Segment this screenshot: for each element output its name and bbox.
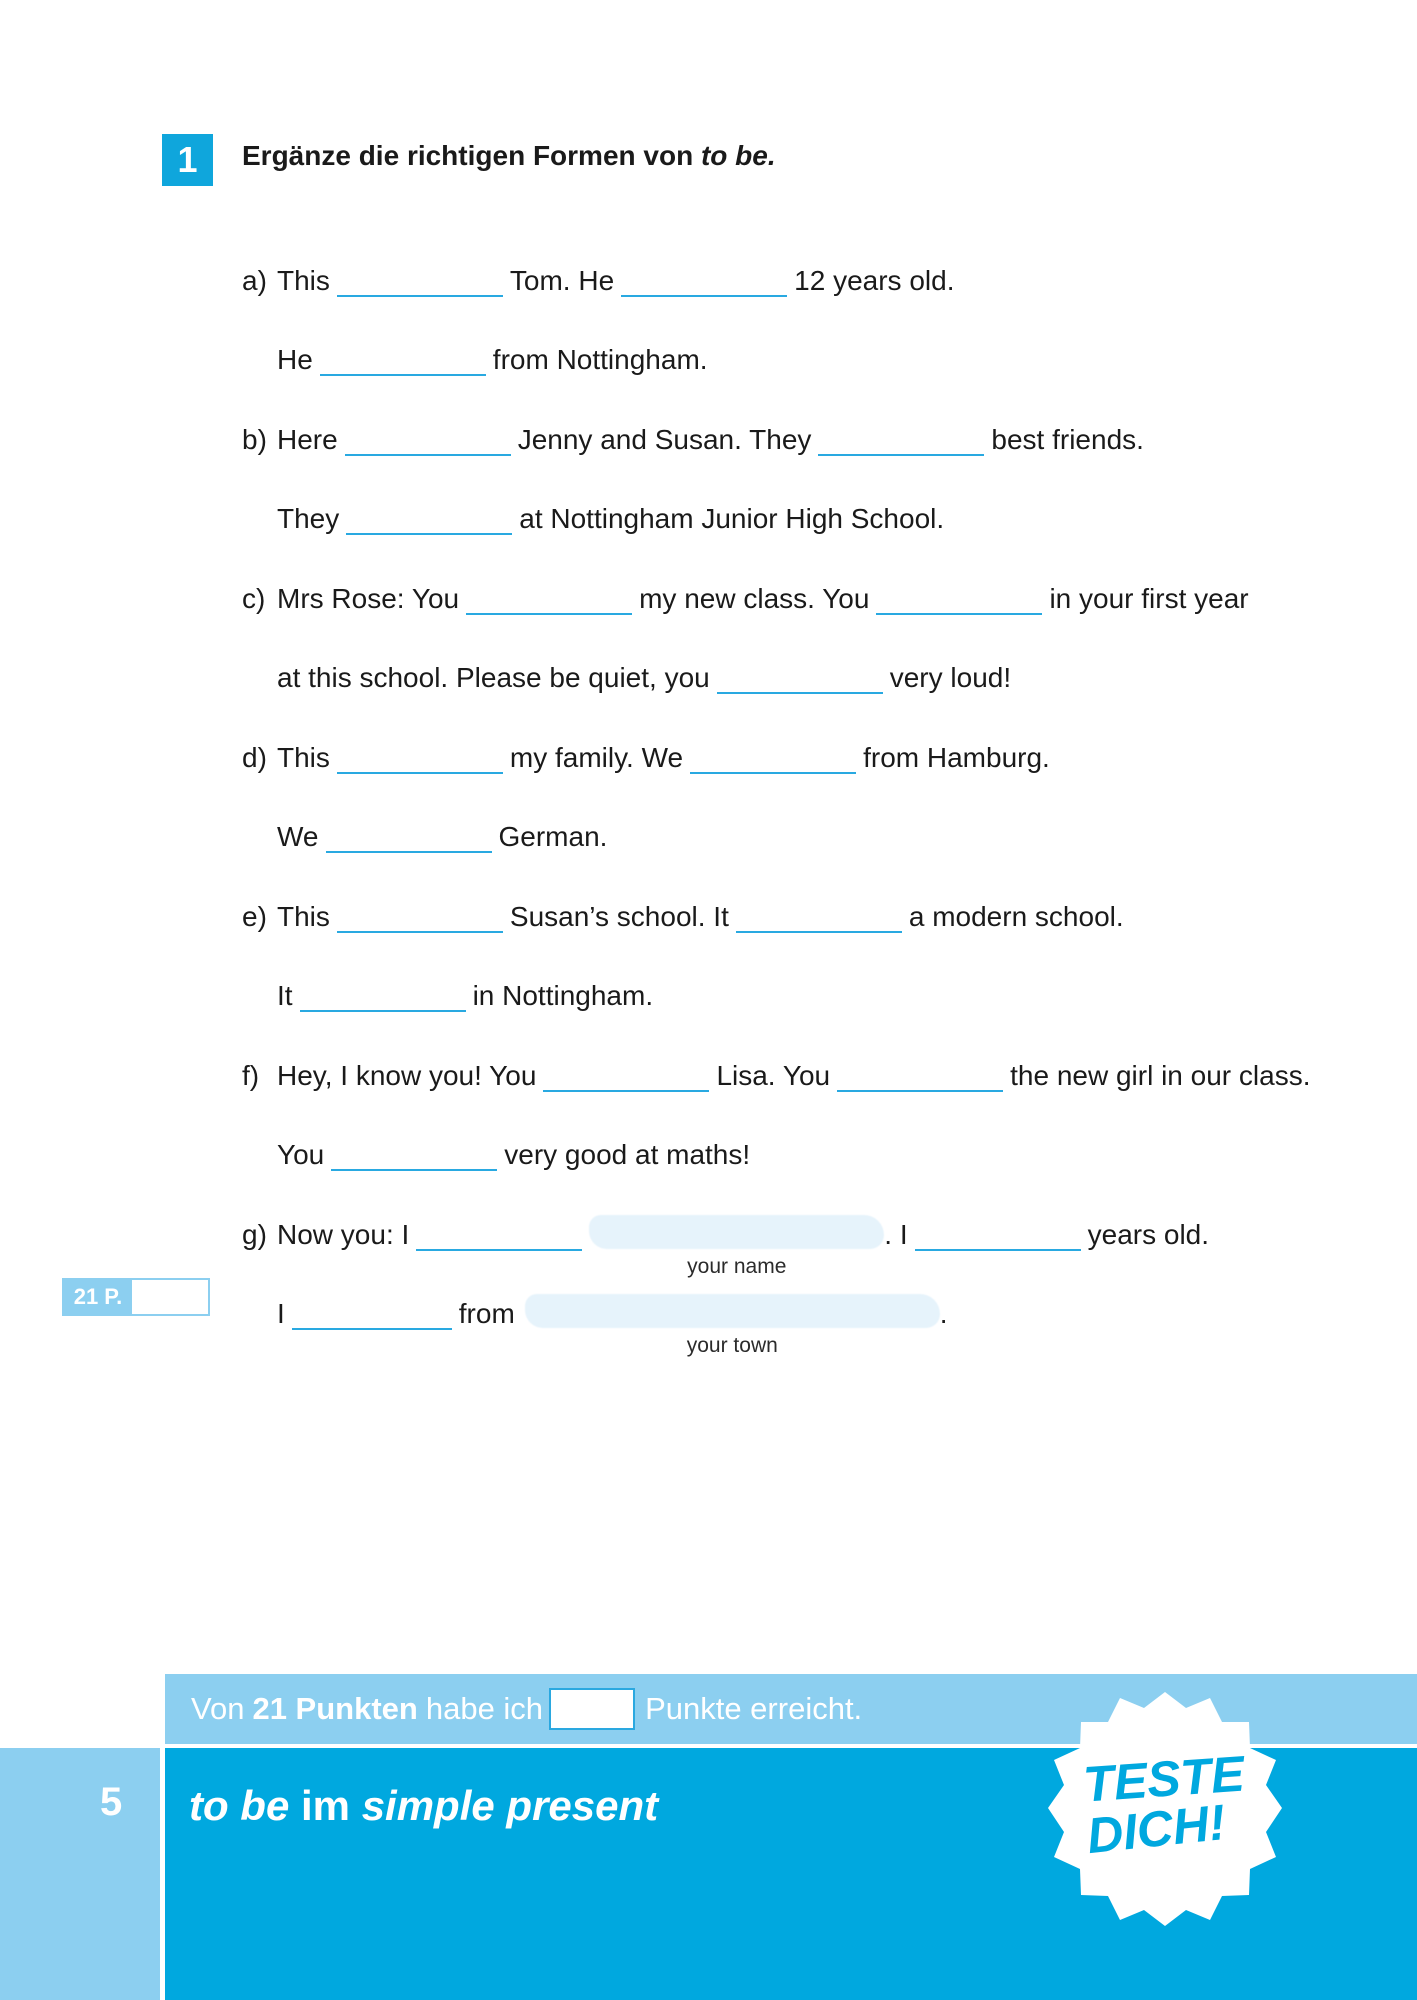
exercise-c-line2: at this school. Please be quiet, you very loud! [277, 654, 1011, 694]
exercise-d-line2: We German. [277, 813, 607, 853]
answer-blank[interactable] [292, 1294, 452, 1330]
exercise-g-line2: I from your town . [277, 1290, 948, 1330]
stamp-line2: DICH! [1084, 1793, 1229, 1865]
page-number: 5 [100, 1780, 123, 1824]
exercise-f-line2: You very good at maths! [277, 1131, 750, 1171]
answer-blank[interactable] [300, 976, 466, 1012]
name-write-area[interactable] [589, 1213, 884, 1278]
answer-blank[interactable] [690, 738, 856, 774]
teste-dich-stamp [1040, 1684, 1290, 1934]
answer-blank[interactable] [346, 499, 512, 535]
answer-blank[interactable] [915, 1215, 1081, 1251]
answer-blank[interactable] [818, 420, 984, 456]
answer-blank[interactable] [416, 1215, 582, 1251]
exercise-label: c) [242, 583, 266, 614]
answer-blank[interactable] [717, 658, 883, 694]
name-caption: your name [687, 1255, 787, 1278]
answer-blank[interactable] [326, 817, 492, 853]
stamp-line1: TESTE [1081, 1745, 1247, 1813]
exercise-f-line1: f) Hey, I know you! You Lisa. You the new girl in our class. [277, 1052, 1310, 1092]
exercise-e-line1: e) This Susan’s school. It a modern school. [277, 893, 1124, 933]
exercise-e-line2: It in Nottingham. [277, 972, 653, 1012]
exercise-c-line1: c) Mrs Rose: You my new class. You in your first year [277, 575, 1249, 615]
answer-blank[interactable] [621, 261, 787, 297]
answer-blank[interactable] [331, 1135, 497, 1171]
exercise-g-line1: g) Now you: I your name . I years old. [277, 1211, 1209, 1251]
exercise-b-line2: They at Nottingham Junior High School. [277, 495, 944, 535]
footer-page-tab [0, 1748, 160, 2000]
exercise-label: f) [242, 1060, 260, 1091]
exercise-b-line1: b) Here Jenny and Susan. They best friends. [277, 416, 1144, 456]
answer-blank[interactable] [837, 1056, 1003, 1092]
chapter-title: to be im simple present [189, 1782, 659, 1829]
exercise-a-line1: a) This Tom. He 12 years old. [277, 257, 954, 297]
exercise-label: d) [242, 742, 267, 773]
points-box [62, 1278, 210, 1316]
score-bar: Von 21 Punkten habe ich Punkte erreicht. [165, 1674, 1417, 1744]
answer-blank[interactable] [736, 897, 902, 933]
answer-blank[interactable] [337, 261, 503, 297]
exercise-label: b) [242, 424, 267, 455]
points-label: 21 P. [64, 1280, 132, 1314]
answer-blank[interactable] [320, 340, 486, 376]
task-number: 1 [162, 134, 213, 186]
score-input[interactable] [549, 1688, 635, 1730]
answer-blank[interactable] [543, 1056, 709, 1092]
town-caption: your town [686, 1334, 778, 1357]
task-instruction: Ergänze die richtigen Formen von to be. [242, 140, 776, 171]
answer-blank[interactable] [876, 579, 1042, 615]
answer-blank[interactable] [466, 579, 632, 615]
answer-blank[interactable] [337, 738, 503, 774]
exercise-d-line1: d) This my family. We from Hamburg. [277, 734, 1050, 774]
answer-blank[interactable] [345, 420, 511, 456]
answer-blank[interactable] [337, 897, 503, 933]
exercise-label: g) [242, 1219, 267, 1250]
exercise-label: a) [242, 265, 267, 296]
points-input[interactable] [132, 1280, 208, 1314]
exercise-label: e) [242, 901, 267, 932]
exercise-a-line2: He from Nottingham. [277, 336, 708, 376]
